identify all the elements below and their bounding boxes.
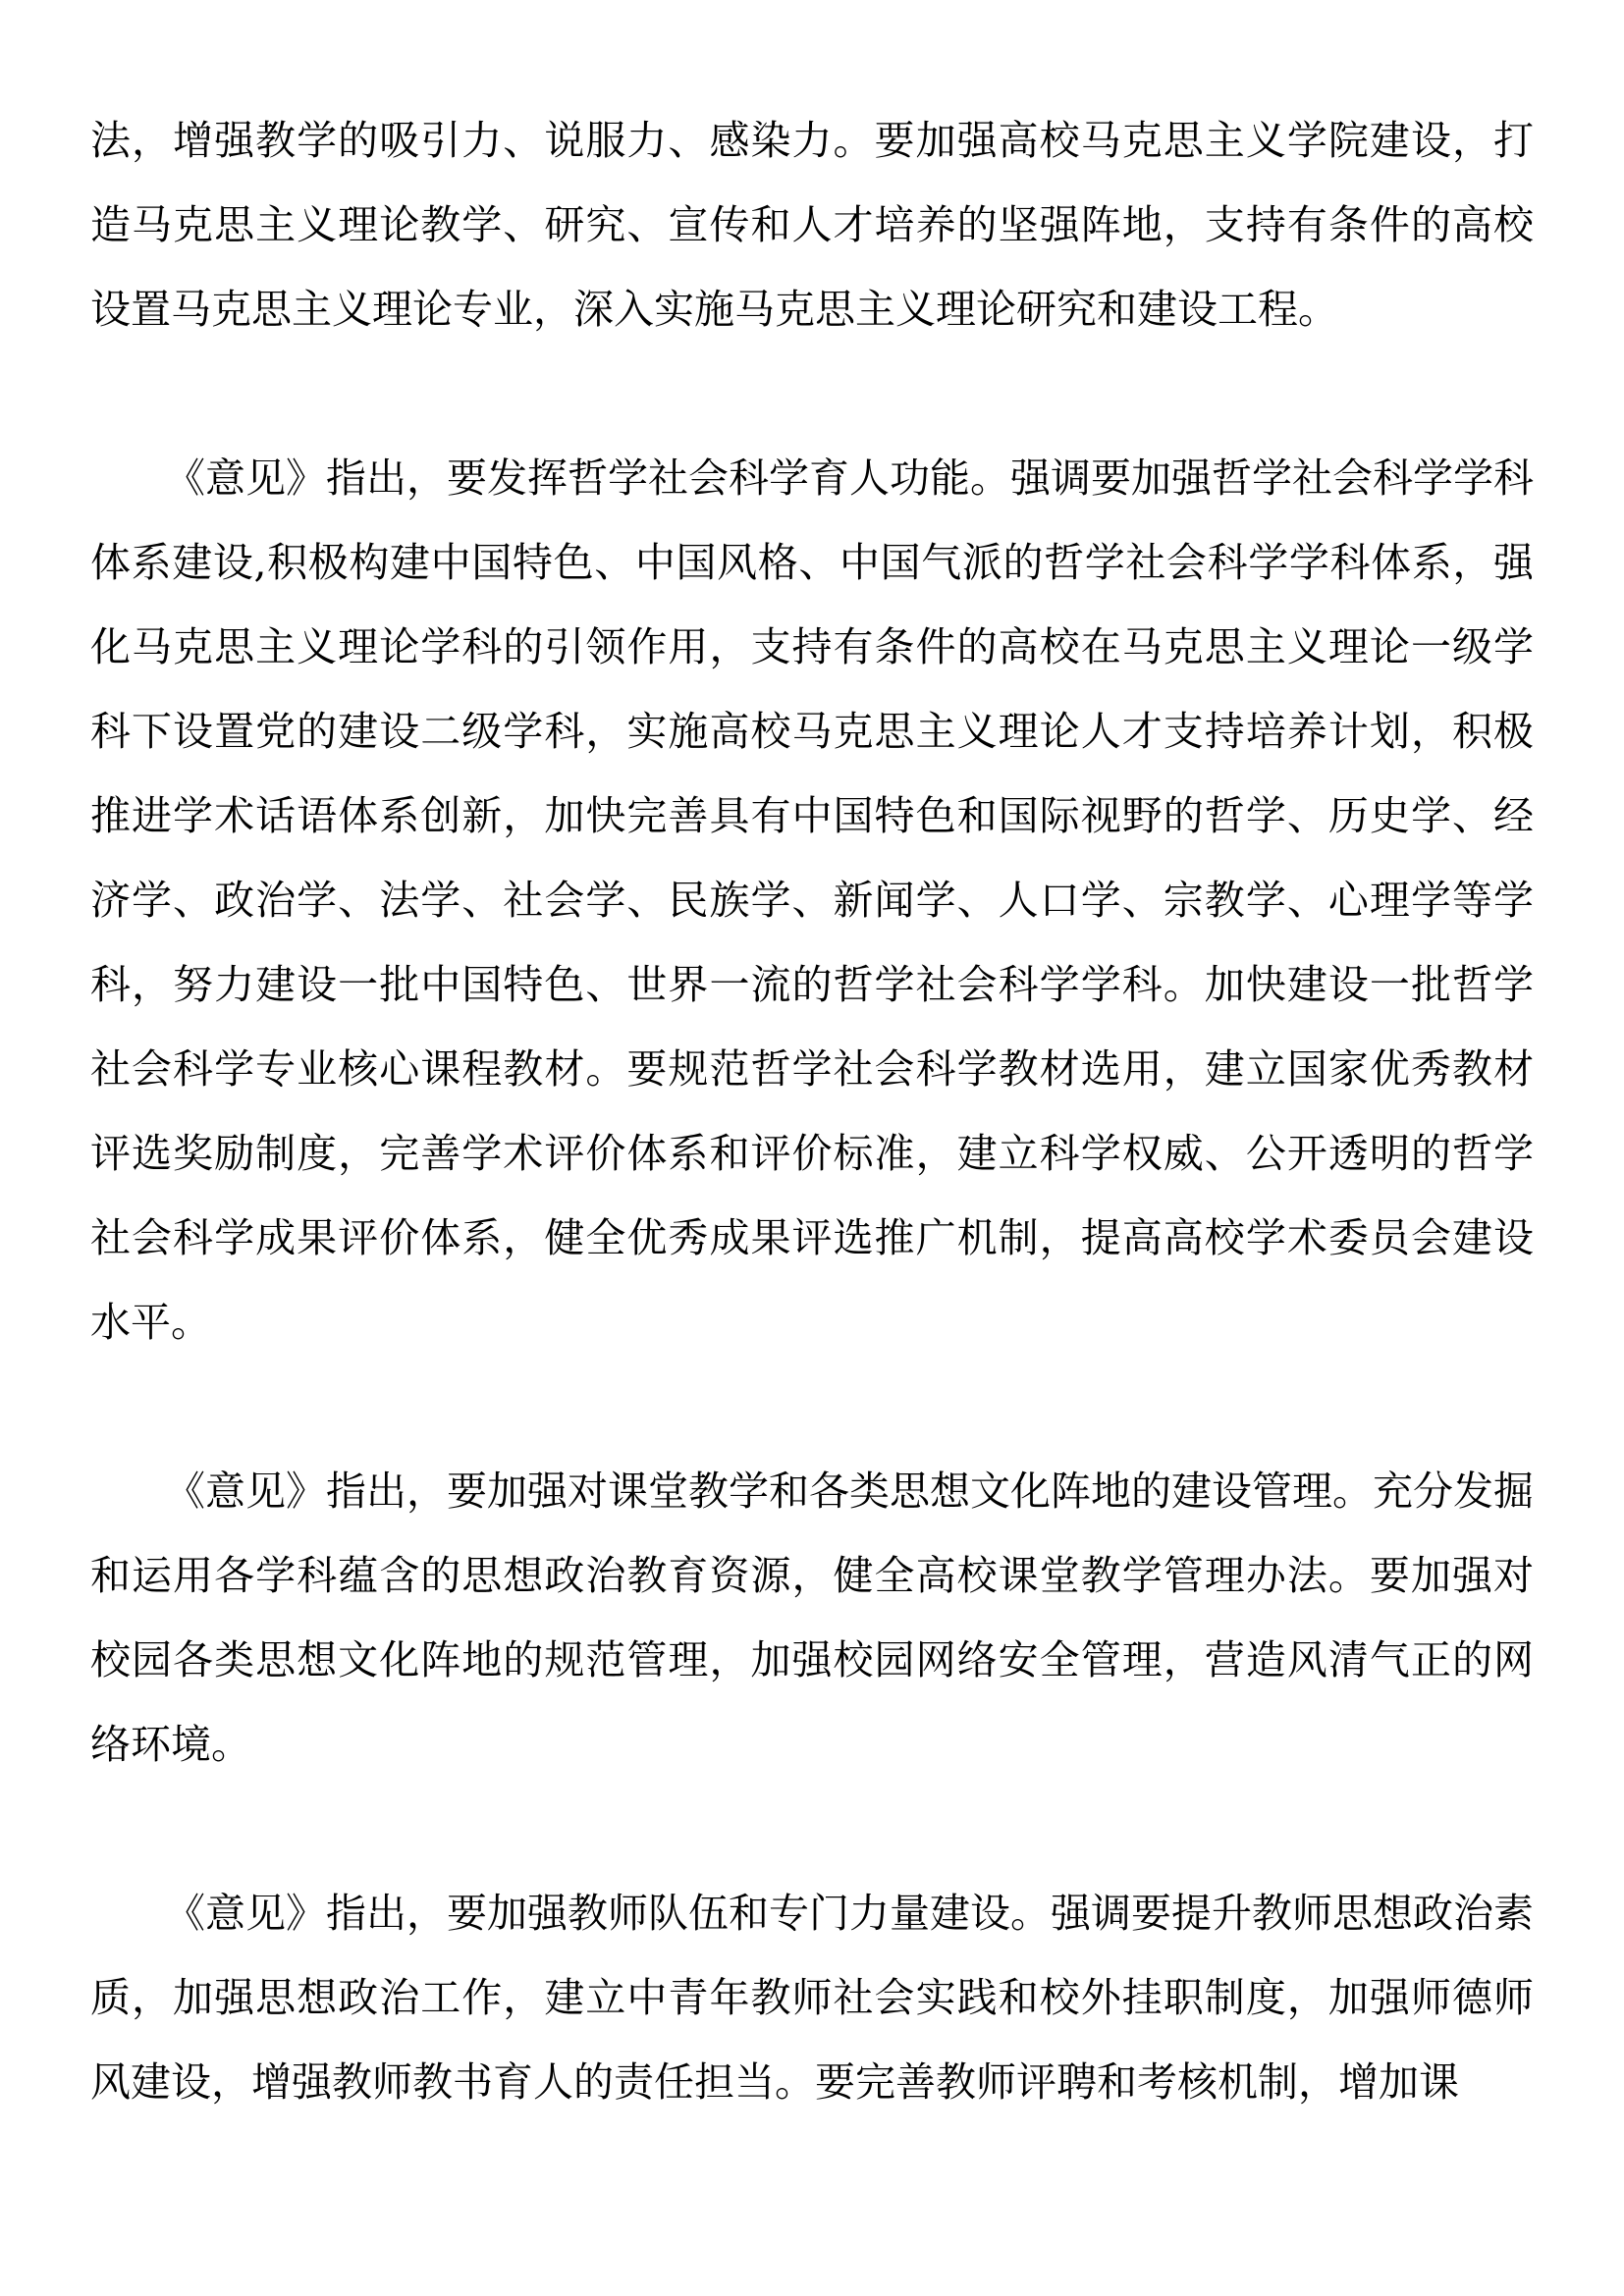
paragraph-opinion-classroom-management: 《意见》指出，要加强对课堂教学和各类思想文化阵地的建设管理。充分发掘和运用各学科蕴含的思想政治教育资源，健全高校课堂教学管理办法。要加强对校园各类思想文化阵地的规范管理，加强校园网络安全管理，营造风清气正的网络环境。	[90, 1468, 1534, 1768]
paragraph-opinion-social-science: 《意见》指出，要发挥哲学社会科学育人功能。强调要加强哲学社会科学学科体系建设,积极构建中国特色、中国风格、中国气派的哲学社会科学学科体系，强化马克思主义理论学科的引领作用，支持有条件的高校在马克思主义理论一级学科下设置党的建设二级学科，实施高校马克思主义理论人才支持培养计划，积极推进学术话语体系创新，加快完善具有中国特色和国际视野的哲学、历史学、经济学、政治学、法学、社会学、民族学、新闻学、人口学、宗教学、心理学等学科，努力建设一批中国特色、世界一流的哲学社会科学学科。加快建设一批哲学社会科学专业核心课程教材。要规范哲学社会科学教材选用，建立国家优秀教材评选奖励制度，完善学术评价体系和评价标准，建立科学权威、公开透明的哲学社会科学成果评价体系，健全优秀成果评选推广机制，提高高校学术委员会建设水平。	[90, 454, 1534, 1346]
paragraph-opinion-teacher-development: 《意见》指出，要加强教师队伍和专门力量建设。强调要提升教师思想政治素质，加强思想政治工作，建立中青年教师社会实践和校外挂职制度，加强师德师风建设，增强教师教书育人的责任担当。要完善教师评聘和考核机制，增加课	[90, 1890, 1534, 2106]
paragraph-continuation: 法，增强教学的吸引力、说服力、感染力。要加强高校马克思主义学院建设，打造马克思主义理论教学、研究、宣传和人才培养的坚强阵地，支持有条件的高校设置马克思主义理论专业，深入实施马克思主义理论研究和建设工程。	[90, 117, 1534, 333]
